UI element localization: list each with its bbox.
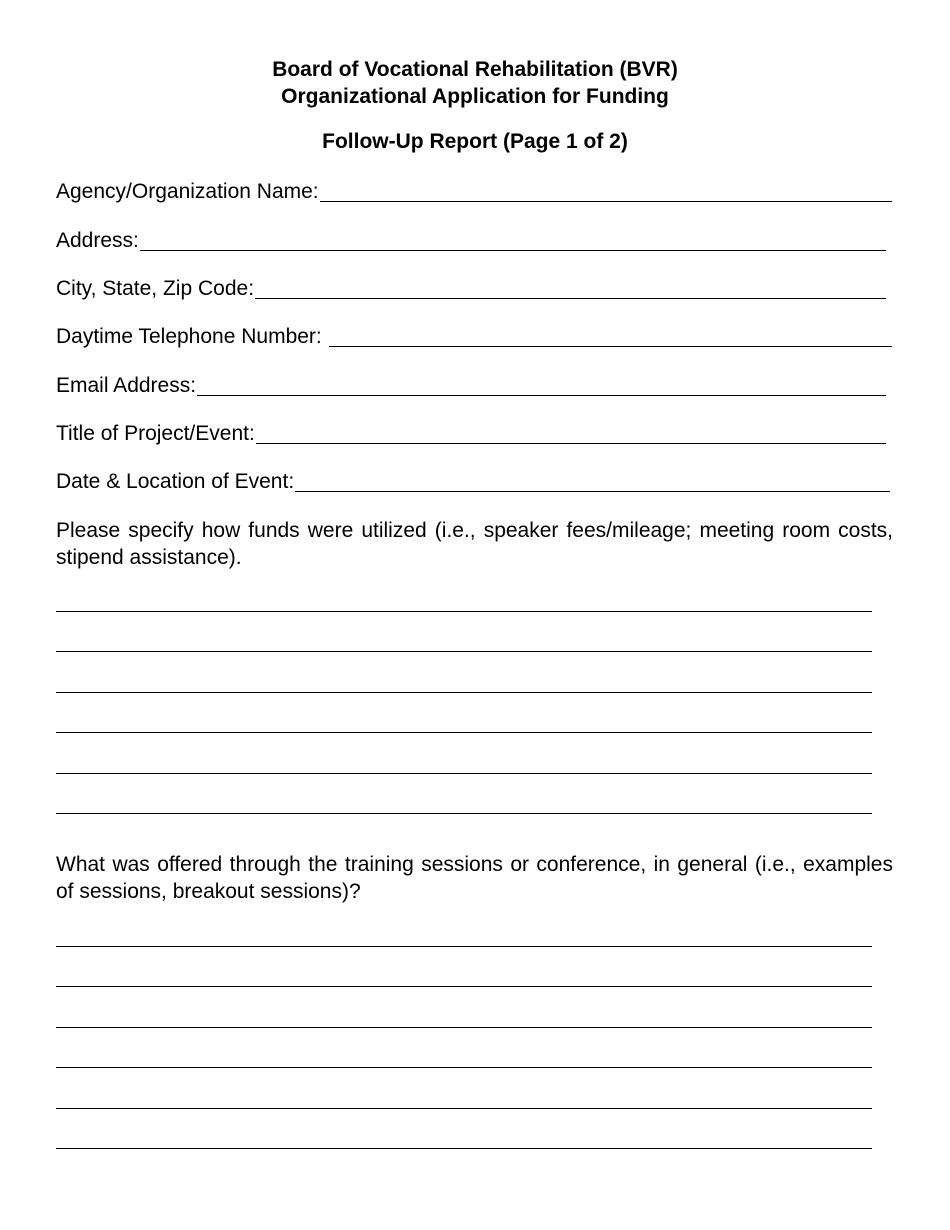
training-answer-line-2[interactable] [56,986,872,987]
funds-answer-line-1[interactable] [56,611,872,612]
training-offered-question: What was offered through the training sessions or conference, in general (i.e., examples of sessions, breakout sessions)? [56,853,893,903]
date-location-row [56,469,890,495]
city-state-zip-field[interactable] [255,298,886,299]
funds-answer-line-4[interactable] [56,732,872,733]
training-answer-line-4[interactable] [56,1067,872,1068]
email-label: Email Address: [56,374,197,397]
project-title-label: Title of Project/Event: [56,422,255,445]
report-title: Follow-Up Report (Page 1 of 2) [322,130,628,153]
email-row [56,373,886,399]
funds-answer-line-6[interactable] [56,813,872,814]
funds-answer-line-2[interactable] [56,651,872,652]
board-title: Board of Vocational Rehabilitation (BVR) [272,58,678,81]
daytime-phone-row [56,324,892,350]
training-answer-line-1[interactable] [56,946,872,947]
training-answer-line-6[interactable] [56,1148,872,1149]
daytime-phone-field[interactable] [329,346,892,347]
daytime-phone-label: Daytime Telephone Number: [56,325,322,348]
funds-answer-line-3[interactable] [56,692,872,693]
funds-answer-line-5[interactable] [56,773,872,774]
date-location-field[interactable] [295,491,890,492]
project-title-field[interactable] [256,443,886,444]
application-title: Organizational Application for Funding [281,85,669,108]
funds-utilized-question: Please specify how funds were utilized (i.e., speaker fees/mileage; meeting room costs, stipend assistance). [56,519,893,569]
training-answer-line-5[interactable] [56,1108,872,1109]
agency-name-field[interactable] [320,201,892,202]
address-label: Address: [56,229,139,252]
city-state-zip-row [56,276,886,302]
training-answer-line-3[interactable] [56,1027,872,1028]
email-field[interactable] [197,395,886,396]
agency-name-row [56,179,892,205]
project-title-row [56,421,886,447]
date-location-label: Date & Location of Event: [56,470,295,493]
address-field[interactable] [140,250,886,251]
agency-name-label: Agency/Organization Name: [56,180,319,203]
address-row [56,228,886,254]
city-state-zip-label: City, State, Zip Code: [56,277,255,300]
